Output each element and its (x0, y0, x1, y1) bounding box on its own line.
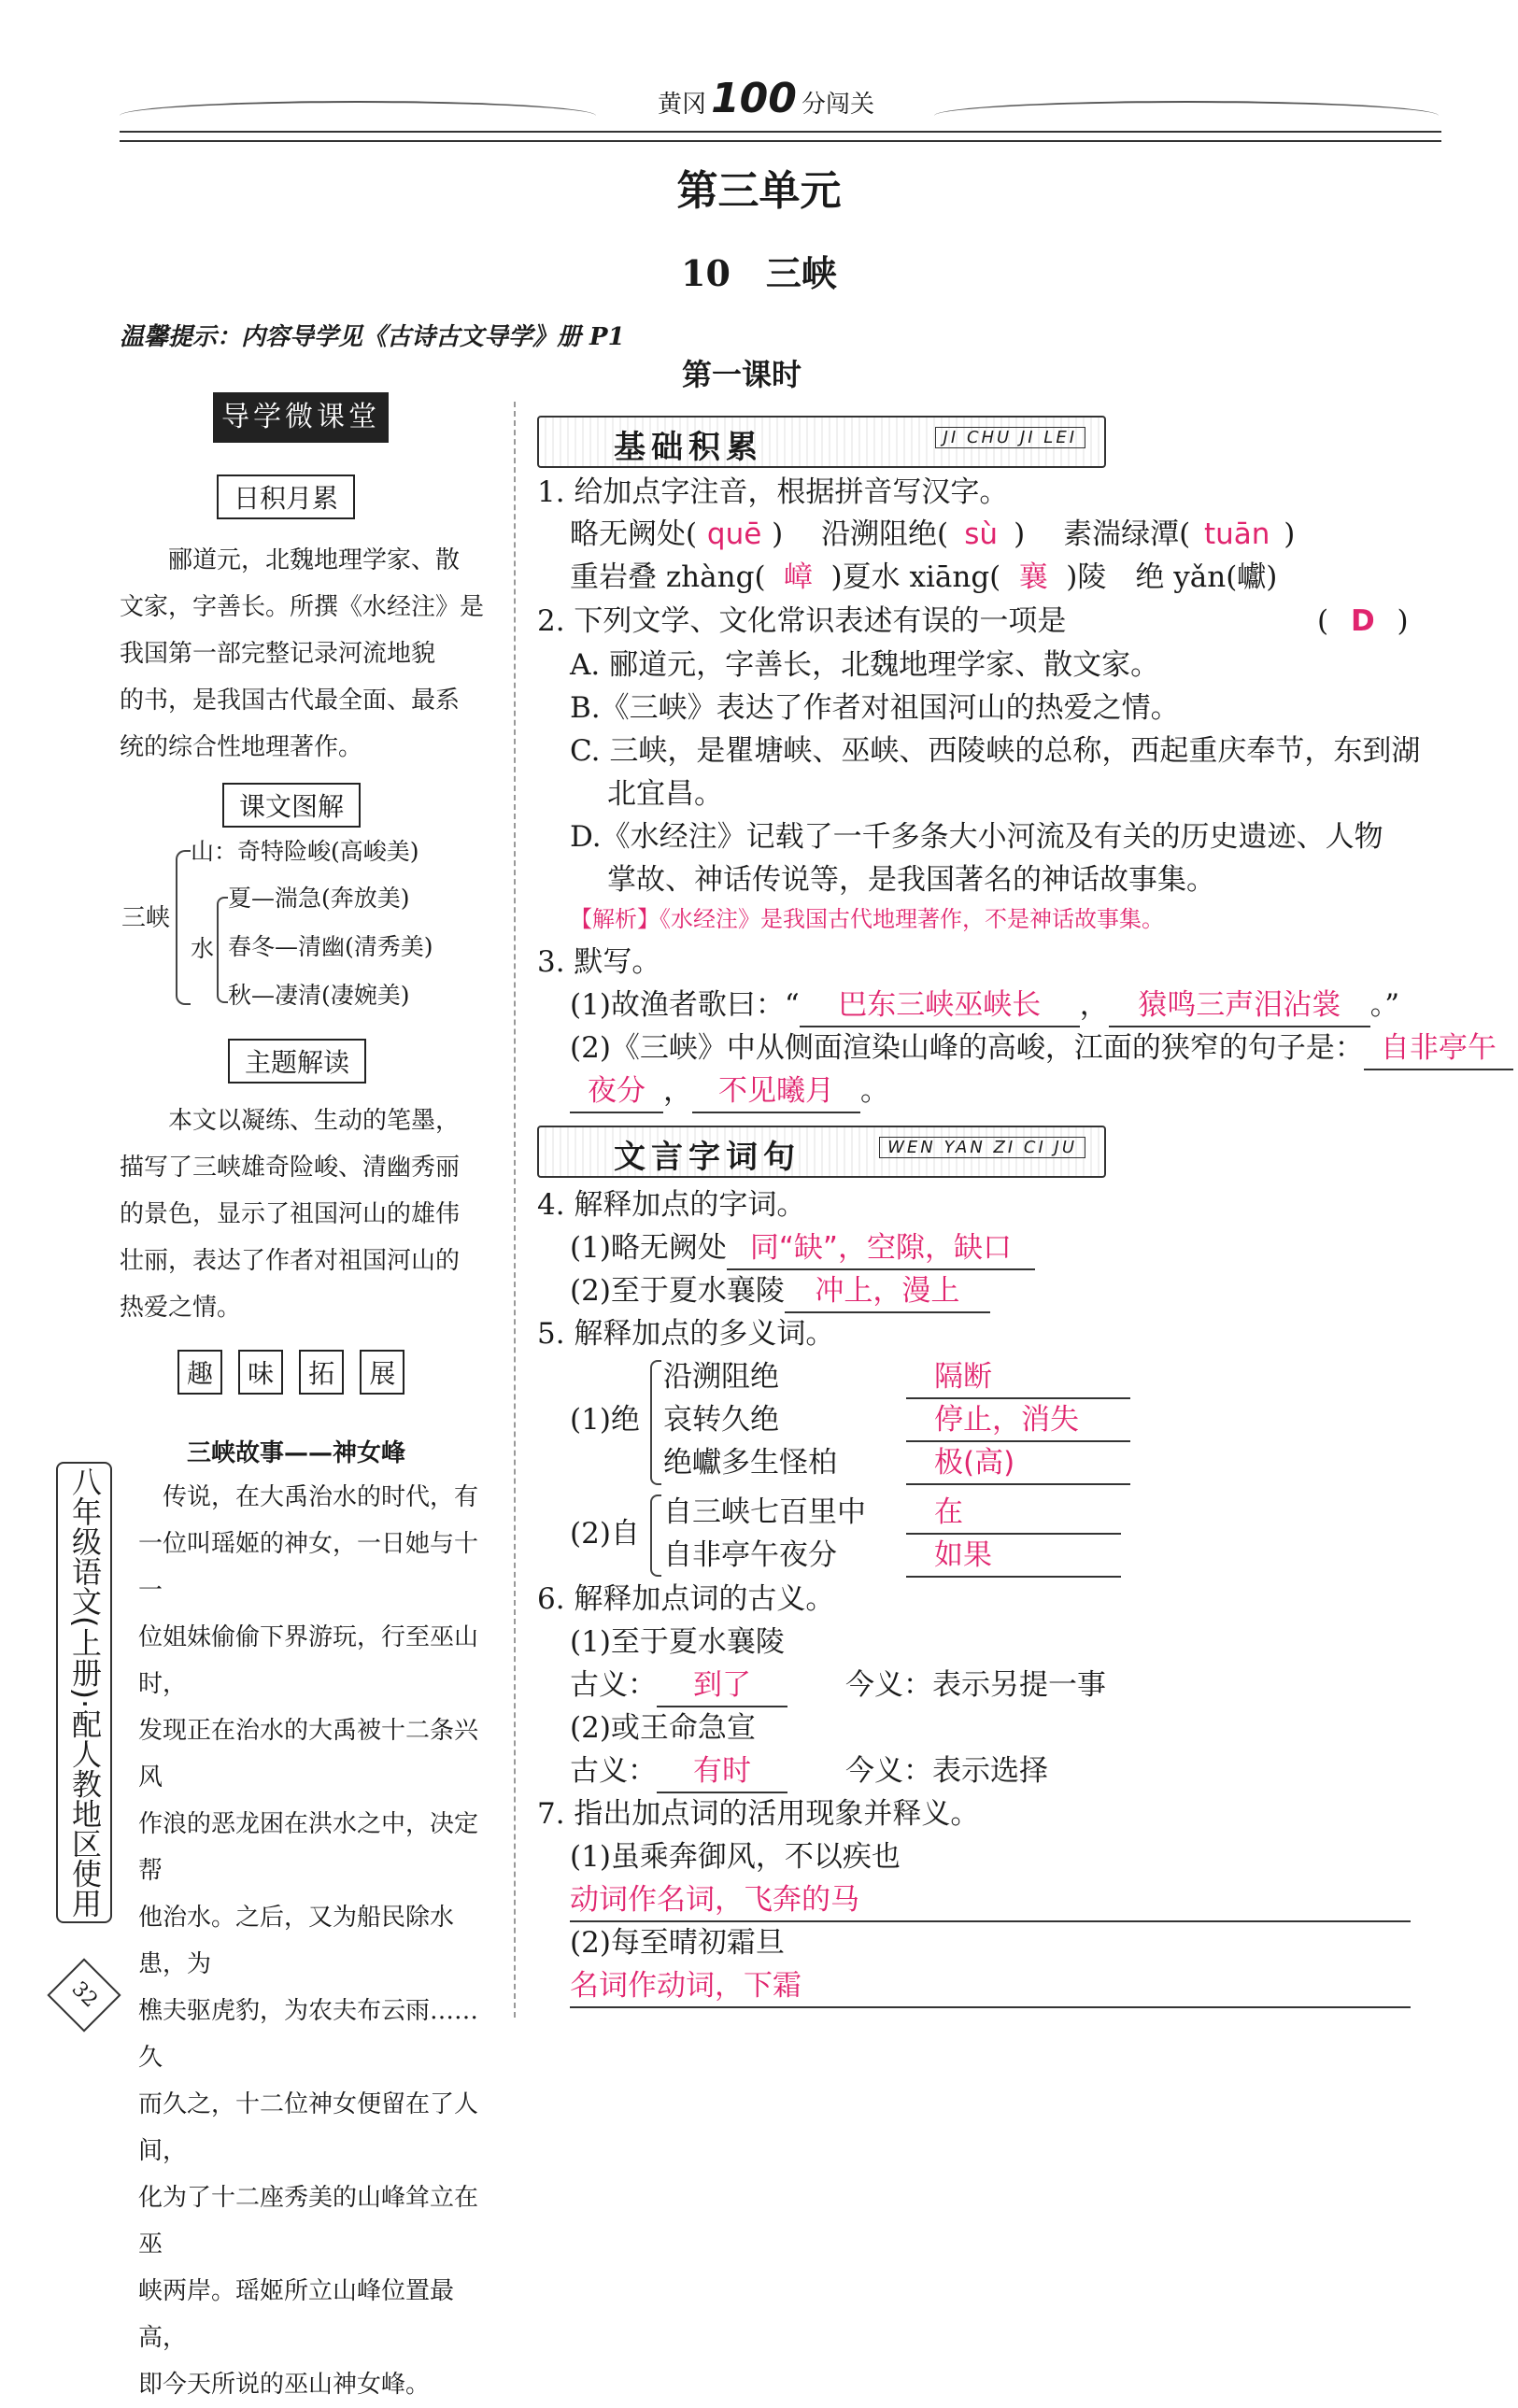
theme-text (120, 1098, 493, 1331)
banner-basic-en: JI CHU JI LEI (935, 427, 1085, 448)
q3-p2: (2)《三峡》中从侧面渲染山峰的高峻，江面的狭窄的句子是： (570, 1031, 1364, 1065)
q3-stem: 3. 默写。 (537, 945, 661, 979)
session-title: 第一课时 (682, 357, 802, 392)
fun-char: 拓 (299, 1350, 344, 1395)
q2-answer-slot: ( D ) (1317, 604, 1409, 638)
q6-gu-label: 古义： (570, 1754, 657, 1788)
q2-option-a: A. 郦道元，字善长，北魏地理学家、散文家。 (570, 648, 1160, 682)
q1-d: 重岩叠 zhàng( (570, 560, 766, 594)
q6-p1: (1)至于夏水襄陵 (570, 1625, 785, 1659)
q2-answer: D (1350, 604, 1375, 638)
fun-title (177, 1350, 458, 1406)
q5-g2-answer: 在 (906, 1492, 1121, 1535)
box-daily: 日积月累 (217, 475, 355, 519)
q5-g2-item: 自非亭午夜分 (663, 1538, 837, 1572)
fun-char: 味 (238, 1350, 283, 1395)
theme-line: 壮丽，表达了作者对祖国河山的 (120, 1247, 461, 1275)
q5-stem: 5. 解释加点的多义词。 (537, 1317, 835, 1351)
story-line: 作浪的恶龙困在洪水之中，决定帮 (138, 1810, 479, 1885)
q1-b-answer: sù (964, 517, 999, 551)
fun-char: 趣 (177, 1350, 222, 1395)
story-line: 他治水。之后，又为船民除水患，为 (138, 1904, 455, 1978)
page-header (598, 75, 934, 127)
story-line: 一位叫瑶姬的神女，一日她与十一 (138, 1530, 479, 1605)
story-line: 峡两岸。瑶姬所立山峰位置最高， (138, 2277, 455, 2352)
story-title: 三峡故事——神女峰 (187, 1439, 406, 1467)
box-diagram: 课文图解 (222, 783, 361, 828)
author-line: 统的综合性地理著作。 (120, 733, 363, 761)
q1-a: 略无阙处( (570, 517, 698, 551)
q3-answer-3: 自非亭午 (1364, 1027, 1513, 1070)
theme-line: 本文以凝练、生动的笔墨， (168, 1107, 461, 1135)
q2-option-d1: D.《水经注》记载了一千多条大小河流及有关的历史遗迹、人物 (570, 820, 1383, 854)
q5-g2-answer: 如果 (906, 1535, 1121, 1578)
q2-option-c2: 北宜昌。 (607, 777, 723, 811)
banner-basic-title: 基础积累 (614, 429, 763, 466)
author-line: 我国第一部完整记录河流地貌 (120, 640, 436, 668)
q2-analysis: 【解析】《水经注》是我国古代地理著作，不是神话故事集。 (570, 906, 1164, 932)
theme-line: 描写了三峡雄奇险峻、清幽秀丽 (120, 1154, 461, 1182)
author-text (120, 537, 493, 771)
story-line: 传说，在大禹治水的时代，有 (163, 1483, 479, 1511)
brand-number: 100 (711, 75, 797, 122)
story-line: 即今天所说的巫山神女峰。 (138, 2371, 431, 2399)
q3-answer-5: 不见曦月 (692, 1070, 860, 1113)
q3-answer-2: 猿鸣三声泪沾裳 (1109, 984, 1370, 1027)
diagram-mountain: 山：奇特险峻(高峻美) (191, 838, 419, 865)
header-rope-right (934, 101, 1439, 131)
q1-c-answer: tuān (1204, 517, 1270, 551)
q3-row2 (570, 1027, 1513, 1070)
story-line: 而久之，十二位神女便留在了人间， (138, 2090, 479, 2165)
q7-stem: 7. 指出加点词的活用现象并释义。 (537, 1797, 980, 1831)
q6-stem: 6. 解释加点词的古义。 (537, 1582, 835, 1616)
q4-answer-1: 同“缺”，空隙，缺口 (727, 1227, 1035, 1270)
diagram-water: 水 (191, 935, 215, 962)
q3-row3: 夜分 ， 不见曦月 。 (570, 1070, 889, 1113)
q1-c: 素湍绿潭( (1063, 517, 1191, 551)
q5-g1-answer: 极(高) (906, 1442, 1130, 1485)
q6-answer-1: 到了 (657, 1664, 787, 1707)
author-line: 的书，是我国古代最全面、最系 (120, 687, 461, 715)
brand-suffix: 分闯关 (802, 91, 875, 119)
theme-line: 热爱之情。 (120, 1294, 242, 1322)
banner-classical-en: WEN YAN ZI CI JU (879, 1137, 1085, 1158)
q6-jin1: 今义：表示另提一事 (845, 1668, 1106, 1702)
q1-d-answer: 嶂 (784, 560, 814, 594)
diagram-brace-inner (217, 897, 228, 1003)
story-line: 发现正在治水的大禹被十二条兴风 (138, 1717, 479, 1792)
q1-b: 沿溯阻绝( (821, 517, 949, 551)
q1-stem: 1. 给加点字注音，根据拼音写汉字。 (537, 475, 1009, 509)
q4-row1 (570, 1227, 1035, 1270)
q1-row2 (570, 557, 1277, 598)
q4-row2 (570, 1270, 990, 1313)
q3-end1: 。” (1369, 988, 1400, 1022)
q5-g2-label: (2)自 (570, 1517, 640, 1551)
brand-text: 黄冈 (657, 91, 706, 119)
theme-line: 的景色，显示了祖国河山的雄伟 (120, 1200, 461, 1228)
author-line: 郦道元，北魏地理学家、散 (168, 546, 461, 574)
header-rule (120, 131, 1441, 142)
diagram-item: 秋—凄清(凄婉美) (228, 982, 410, 1009)
q3-answer-4: 夜分 (570, 1070, 663, 1113)
q5-g1-item: 绝巘多生怪柏 (663, 1446, 837, 1480)
diagram-item: 春冬—清幽(清秀美) (228, 933, 433, 960)
banner-classical-title: 文言字词句 (614, 1139, 801, 1176)
q7-answer-1: 动词作名词，飞奔的马 (570, 1879, 1411, 1922)
q7-p1: (1)虽乘奔御风，不以疾也 (570, 1840, 901, 1874)
author-line: 文家，字善长。所撰《水经注》是 (120, 593, 485, 621)
q1-e-answer: 襄 (1018, 560, 1048, 594)
story-text (138, 1474, 495, 2408)
q2-option-d2: 掌故、神话传说等，是我国著名的神话故事集。 (607, 863, 1215, 897)
q6-jin2: 今义：表示选择 (845, 1754, 1048, 1788)
q3-p1: (1)故渔者歌曰：“ (570, 988, 800, 1022)
q3-answer-1: 巴东三峡巫峡长 (800, 984, 1080, 1027)
q4-stem: 4. 解释加点的字词。 (537, 1188, 806, 1222)
story-line: 樵夫驱虎豹，为农夫布云雨……久 (138, 1997, 479, 2072)
q5-g1-answer: 停止，消失 (906, 1399, 1130, 1442)
q6-p2: (2)或王命急宣 (570, 1711, 756, 1745)
q5-g2-brace (650, 1494, 661, 1577)
banner-classical (537, 1126, 1106, 1178)
q3-end2: 。 (860, 1074, 889, 1108)
fun-char: 展 (360, 1350, 404, 1395)
header-rope-left (120, 101, 596, 131)
q6-row1 (570, 1664, 1106, 1707)
q5-g1-brace (650, 1360, 661, 1485)
page-number: 32 (47, 1958, 121, 2032)
q1-a-answer: quē (706, 517, 762, 551)
q7-answer-2: 名词作动词，下霜 (570, 1965, 1411, 2008)
left-section-title: 导学微课堂 (213, 392, 389, 443)
unit-title: 第三单元 (676, 167, 842, 215)
diagram-item: 夏—湍急(奔放美) (228, 885, 410, 912)
diagram-brace-outer (176, 850, 191, 1005)
q5-g1-item: 沿溯阻绝 (663, 1360, 779, 1394)
q4-p1: (1)略无阙处 (570, 1231, 727, 1265)
tip-text: 温馨提示：内容导学见《古诗古文导学》册 P1 (120, 323, 625, 351)
q6-row2 (570, 1750, 1048, 1793)
box-theme: 主题解读 (228, 1039, 366, 1084)
q1-f: )陵 绝 yǎn(巘) (1066, 560, 1278, 594)
diagram-root: 三峡 (121, 904, 171, 932)
q7-p2: (2)每至晴初霜旦 (570, 1926, 785, 1960)
q6-gu-label: 古义： (570, 1668, 657, 1702)
story-line: 位姐妹偷偷下界游玩，行至巫山时， (138, 1623, 479, 1698)
story-line: 化为了十二座秀美的山峰耸立在巫 (138, 2184, 479, 2259)
q2-option-c1: C. 三峡，是瞿塘峡、巫峡、西陵峡的总称，西起重庆奉节，东到湖 (570, 734, 1421, 768)
q1-row1: 略无阙处( quē ) 沿溯阻绝( sù ) 素湍绿潭( tuān ) (570, 514, 1295, 555)
q5-g1-label: (1)绝 (570, 1403, 640, 1437)
q2-option-b: B.《三峡》表达了作者对祖国河山的热爱之情。 (570, 691, 1180, 725)
q5-g1-answer: 隔断 (906, 1356, 1130, 1399)
q4-p2: (2)至于夏水襄陵 (570, 1274, 785, 1308)
q4-answer-2: 冲上，漫上 (785, 1270, 990, 1313)
column-divider (514, 402, 516, 2018)
q6-answer-2: 有时 (657, 1750, 787, 1793)
lesson-title: 10 三峡 (681, 252, 837, 294)
q5-g1-item: 哀转久绝 (663, 1403, 779, 1437)
q3-row1: (1)故渔者歌曰：“ 巴东三峡巫峡长 ， 猿鸣三声泪沾裳 。” (570, 984, 1399, 1027)
q2-stem: 2. 下列文学、文化常识表述有误的一项是 (537, 604, 1067, 638)
side-tab: 八年级语文(上册)·配人教地区使用 (56, 1462, 112, 1923)
q5-g2-item: 自三峡七百里中 (663, 1495, 866, 1529)
q1-e: )夏水 xiāng( (830, 560, 1001, 594)
banner-basic (537, 416, 1106, 468)
